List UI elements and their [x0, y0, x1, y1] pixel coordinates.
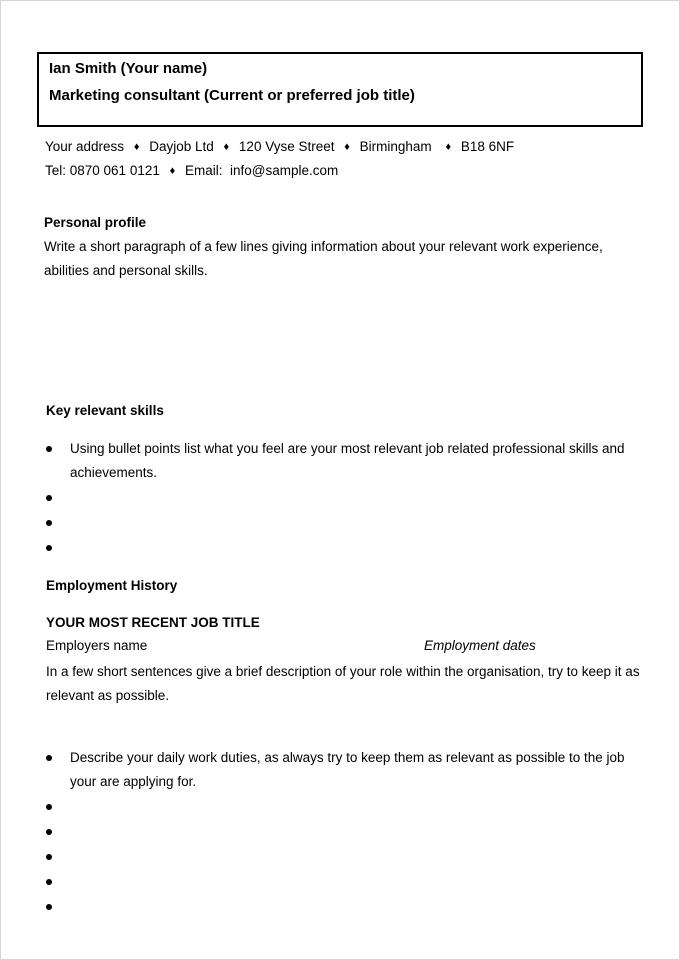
list-item: [46, 845, 646, 869]
bullet-icon: [46, 520, 52, 526]
list-item: [46, 820, 646, 844]
bullet-icon: [46, 904, 52, 910]
list-item: [46, 536, 646, 560]
diamond-separator-icon: ♦: [169, 165, 176, 177]
email[interactable]: Email: info@sample.com: [185, 163, 339, 178]
bullet-icon: [46, 879, 52, 885]
diamond-separator-icon: ♦: [445, 141, 452, 153]
list-item: [46, 795, 646, 819]
duties-list: [46, 746, 646, 920]
recent-job-title: YOUR MOST RECENT JOB TITLE: [46, 615, 260, 630]
street: 120 Vyse Street: [238, 139, 335, 154]
personal-profile-text: Write a short paragraph of a few lines giving information about your relevant work experience, abilities and personal skills.: [44, 239, 603, 278]
bullet-icon: [46, 495, 52, 501]
role-description: In a few short sentences give a brief description of your role within the organisation, try to keep it as relevant as possible.: [46, 664, 640, 703]
list-item: [46, 870, 646, 894]
city: Birmingham: [359, 139, 432, 154]
list-item: [46, 895, 646, 919]
bullet-icon: [46, 829, 52, 835]
employment-dates: Employment dates: [424, 638, 536, 653]
diamond-separator-icon: ♦: [133, 141, 140, 153]
personal-profile-heading: Personal profile: [44, 215, 147, 230]
bullet-icon: [46, 755, 52, 761]
telephone: Tel: 0870 061 0121: [45, 163, 160, 178]
skill-text: Using bullet points list what you feel are your most relevant job related professional skills and achievements.: [70, 441, 625, 480]
employment-history-heading: Employment History: [46, 578, 178, 593]
header-box: [37, 52, 643, 127]
diamond-separator-icon: ♦: [223, 141, 230, 153]
bullet-icon: [46, 804, 52, 810]
list-item: [46, 437, 646, 485]
phone-email-line: [45, 163, 338, 178]
bullet-icon: [46, 446, 52, 452]
key-skills-heading: Key relevant skills: [46, 403, 164, 418]
duty-text: Describe your daily work duties, as always try to keep them as relevant as possible to the job your are applying for.: [70, 750, 625, 789]
postcode: B18 6NF: [460, 139, 515, 154]
list-item: [46, 746, 646, 794]
skills-list: [46, 437, 646, 561]
address-label: Your address: [45, 139, 125, 154]
candidate-name: Ian Smith (Your name): [49, 60, 208, 77]
candidate-job-title: Marketing consultant (Current or preferred job title): [49, 87, 415, 104]
diamond-separator-icon: ♦: [344, 141, 350, 153]
company-name: Dayjob Ltd: [149, 139, 214, 154]
bullet-icon: [46, 545, 52, 551]
address-line: [45, 139, 514, 154]
list-item: [46, 486, 646, 510]
employer-name: Employers name: [46, 638, 148, 653]
list-item: [46, 511, 646, 535]
job-meta-row: [46, 638, 646, 653]
bullet-icon: [46, 854, 52, 860]
